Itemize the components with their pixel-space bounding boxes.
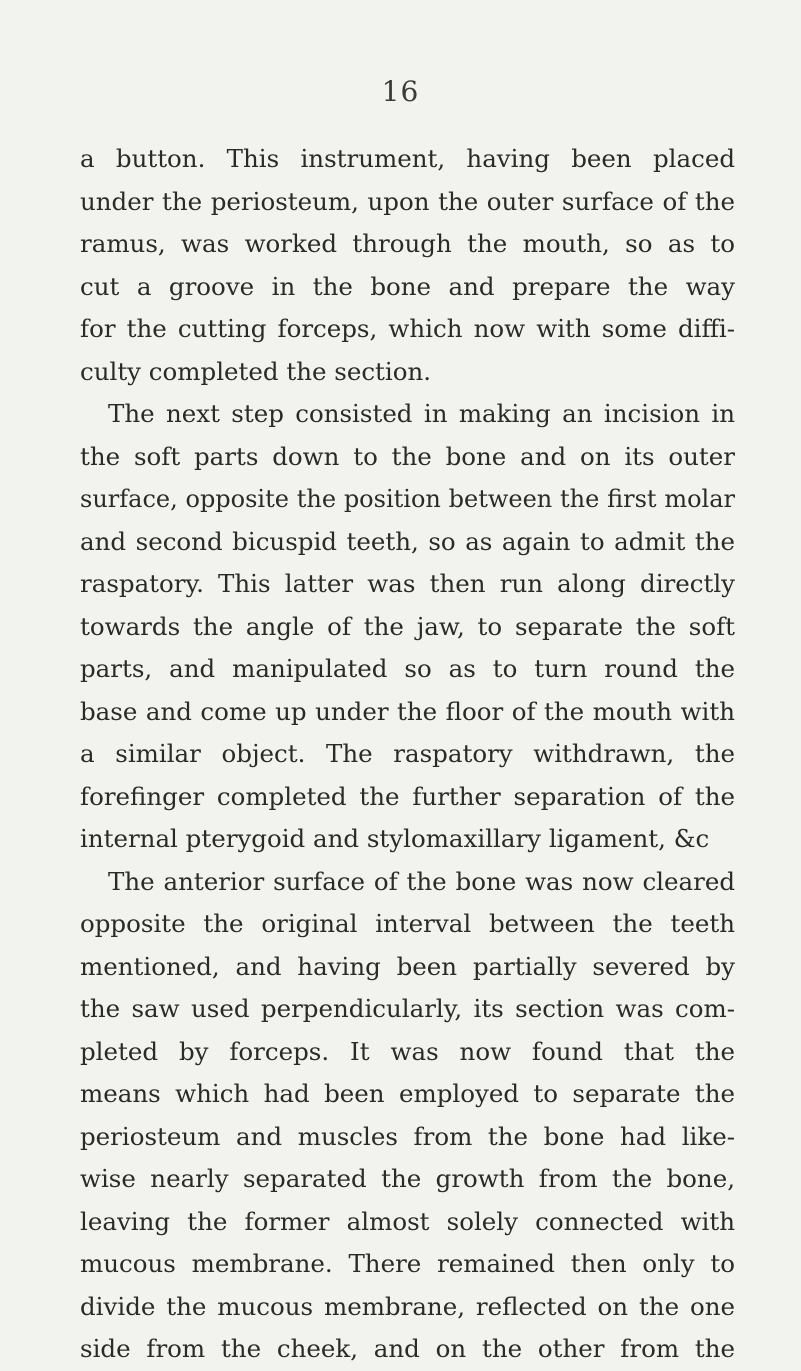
- text-line: for the cutting forceps, which now with some diffi-: [80, 314, 735, 343]
- text-line: culty completed the section.: [80, 356, 432, 386]
- text-line: and second bicuspid teeth, so as again to admit the: [80, 526, 735, 556]
- text-line: wise nearly separated the growth from the bone,: [80, 1164, 735, 1193]
- body-text: [80, 138, 735, 1371]
- text-line: opposite the original interval between the teeth: [80, 909, 735, 938]
- text-line: the soft parts down to the bone and on its outer: [80, 441, 735, 471]
- text-line: mentioned, and having been partially severed by: [80, 951, 735, 981]
- text-line: under the periosteum, upon the outer surface of the: [80, 186, 735, 216]
- text-line: a similar object. The raspatory withdrawn, the: [80, 739, 735, 768]
- text-line: ramus, was worked through the mouth, so as to: [80, 229, 735, 258]
- text-line: mucous membrane. There remained then only to: [80, 1249, 735, 1278]
- text-line: the saw used perpendicularly, its section was com-: [80, 994, 735, 1023]
- text-line: means which had been employed to separate the: [80, 1079, 735, 1108]
- text-line: a button. This instrument, having been placed: [80, 144, 735, 173]
- text-line: cut a groove in the bone and prepare the way: [80, 271, 735, 301]
- text-line: The next step consisted in making an incision in: [108, 399, 735, 428]
- text-line: forefinger completed the further separation of the: [80, 781, 735, 811]
- text-line: pleted by forceps. It was now found that the: [80, 1036, 735, 1066]
- text-line: side from the cheek, and on the other from the: [80, 1334, 735, 1363]
- text-line: divide the mucous membrane, reflected on the one: [80, 1291, 735, 1321]
- text-line: periosteum and muscles from the bone had like-: [80, 1121, 735, 1151]
- text-line: parts, and manipulated so as to turn round the: [80, 654, 735, 683]
- text-line: The anterior surface of the bone was now cleared: [108, 866, 735, 896]
- text-line: leaving the former almost solely connected with: [80, 1206, 735, 1236]
- text-line: base and come up under the floor of the mouth with: [80, 696, 735, 726]
- page-number: 16: [381, 75, 420, 108]
- text-line: surface, opposite the position between the first molar: [80, 485, 735, 513]
- text-line: internal pterygoid and stylomaxillary ligament, &c: [80, 824, 710, 853]
- text-line: raspatory. This latter was then run along directly: [80, 569, 735, 598]
- text-line: towards the angle of the jaw, to separate the soft: [80, 611, 735, 641]
